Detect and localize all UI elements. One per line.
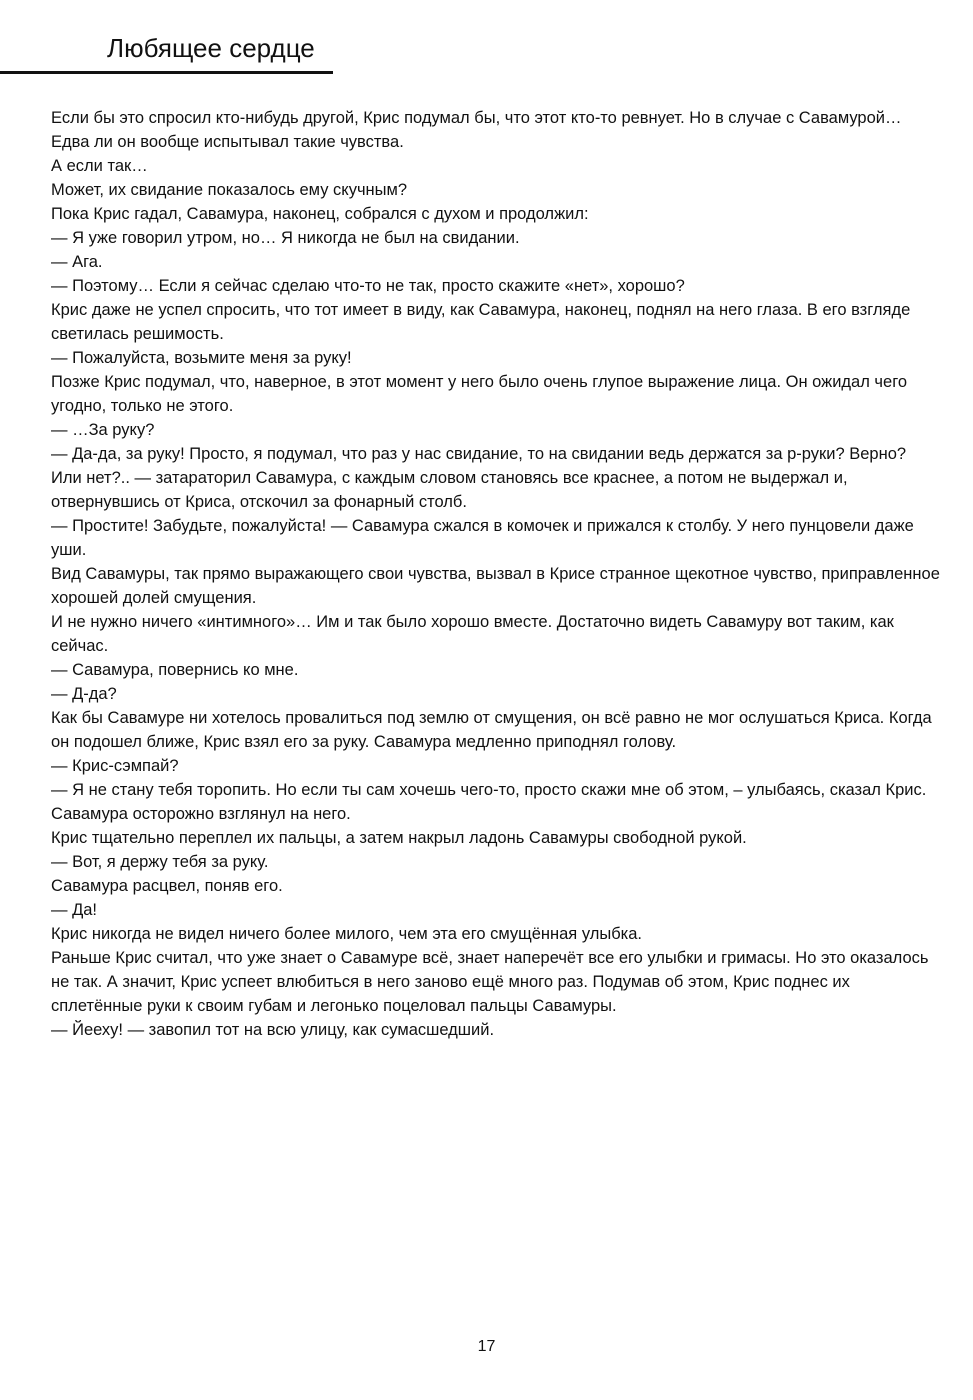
paragraph: Крис никогда не видел ничего более милого, чем эта его смущённая улыбка.: [51, 925, 642, 943]
paragraph: — Да-да, за руку! Просто, я подумал, что раз у нас свидание, то на свидании ведь держатся за р-руки? Верно? Или нет?.. — затараторил Савамура, с каждым словом становясь все краснее, а потом не выдержал и, отвернувшись от Криса, отскочил за фонарный столб.: [51, 445, 907, 511]
paragraph: Крис даже не успел спросить, что тот имеет в виду, как Савамура, наконец, поднял на него глаза. В его взгляде светилась решимость.: [51, 301, 911, 343]
paragraph: Вид Савамуры, так прямо выражающего свои чувства, вызвал в Крисе странное щекотное чувство, приправленное хорошей долей смущения.: [51, 565, 940, 607]
paragraph: — Савамура, повернись ко мне.: [51, 661, 299, 679]
paragraph: — Поэтому… Если я сейчас сделаю что-то не так, просто скажите «нет», хорошо?: [51, 277, 685, 295]
paragraph: — Д-да?: [51, 685, 117, 703]
paragraph: — Ага.: [51, 253, 103, 271]
paragraph: — Простите! Забудьте, пожалуйста! — Савамура сжался в комочек и прижался к столбу. У него пунцовели даже уши.: [51, 517, 914, 559]
paragraph: Если бы это спросил кто-нибудь другой, Крис подумал бы, что этот кто-то ревнует. Но в случае с Савамурой… Едва ли он вообще испытывал такие чувства.: [51, 109, 902, 151]
body-text: [51, 106, 941, 1042]
paragraph: — Да!: [51, 901, 98, 919]
page-title: Любящее сердце: [107, 33, 315, 63]
paragraph: — Вот, я держу тебя за руку.: [51, 853, 269, 871]
paragraph: А если так…: [51, 157, 148, 175]
paragraph: — Пожалуйста, возьмите меня за руку!: [51, 349, 352, 367]
paragraph: — Я не стану тебя торопить. Но если ты сам хочешь чего-то, просто скажи мне об этом, – улыбаясь, сказал Крис. Савамура осторожно взглянул на него.: [51, 781, 927, 823]
paragraph: Крис тщательно переплел их пальцы, а затем накрыл ладонь Савамуры свободной рукой.: [51, 829, 747, 847]
paragraph: Как бы Савамуре ни хотелось провалиться под землю от смущения, он всё равно не мог ослушаться Криса. Когда он подошел ближе, Крис взял его за руку. Савамура медленно приподнял голову.: [51, 709, 932, 751]
paragraph: Савамура расцвел, поняв его.: [51, 877, 283, 895]
paragraph: Пока Крис гадал, Савамура, наконец, собрался с духом и продолжил:: [51, 205, 589, 223]
paragraph: — Я уже говорил утром, но… Я никогда не был на свидании.: [51, 229, 520, 247]
page-number: 17: [477, 1338, 496, 1355]
paragraph: Раньше Крис считал, что уже знает о Савамуре всё, знает наперечёт все его улыбки и гримасы. Но это оказалось не так. А значит, Крис успеет влюбиться в него заново ещё много раз. Подумав об этом, Крис поднес их сплетённые руки к своим губам и легонько поцеловал пальцы Савамуры.: [51, 949, 929, 1015]
paragraph: И не нужно ничего «интимного»… Им и так было хорошо вместе. Достаточно видеть Савамуру вот таким, как сейчас.: [51, 613, 894, 655]
header-rule: [0, 71, 333, 74]
paragraph: — …За руку?: [51, 421, 155, 439]
paragraph: Может, их свидание показалось ему скучным?: [51, 181, 408, 199]
paragraph: Позже Крис подумал, что, наверное, в этот момент у него было очень глупое выражение лица. Он ожидал чего угодно, только не этого.: [51, 373, 908, 415]
paragraph: — Йееху! — завопил тот на всю улицу, как сумасшедший.: [51, 1021, 495, 1039]
paragraph: — Крис-сэмпай?: [51, 757, 179, 775]
